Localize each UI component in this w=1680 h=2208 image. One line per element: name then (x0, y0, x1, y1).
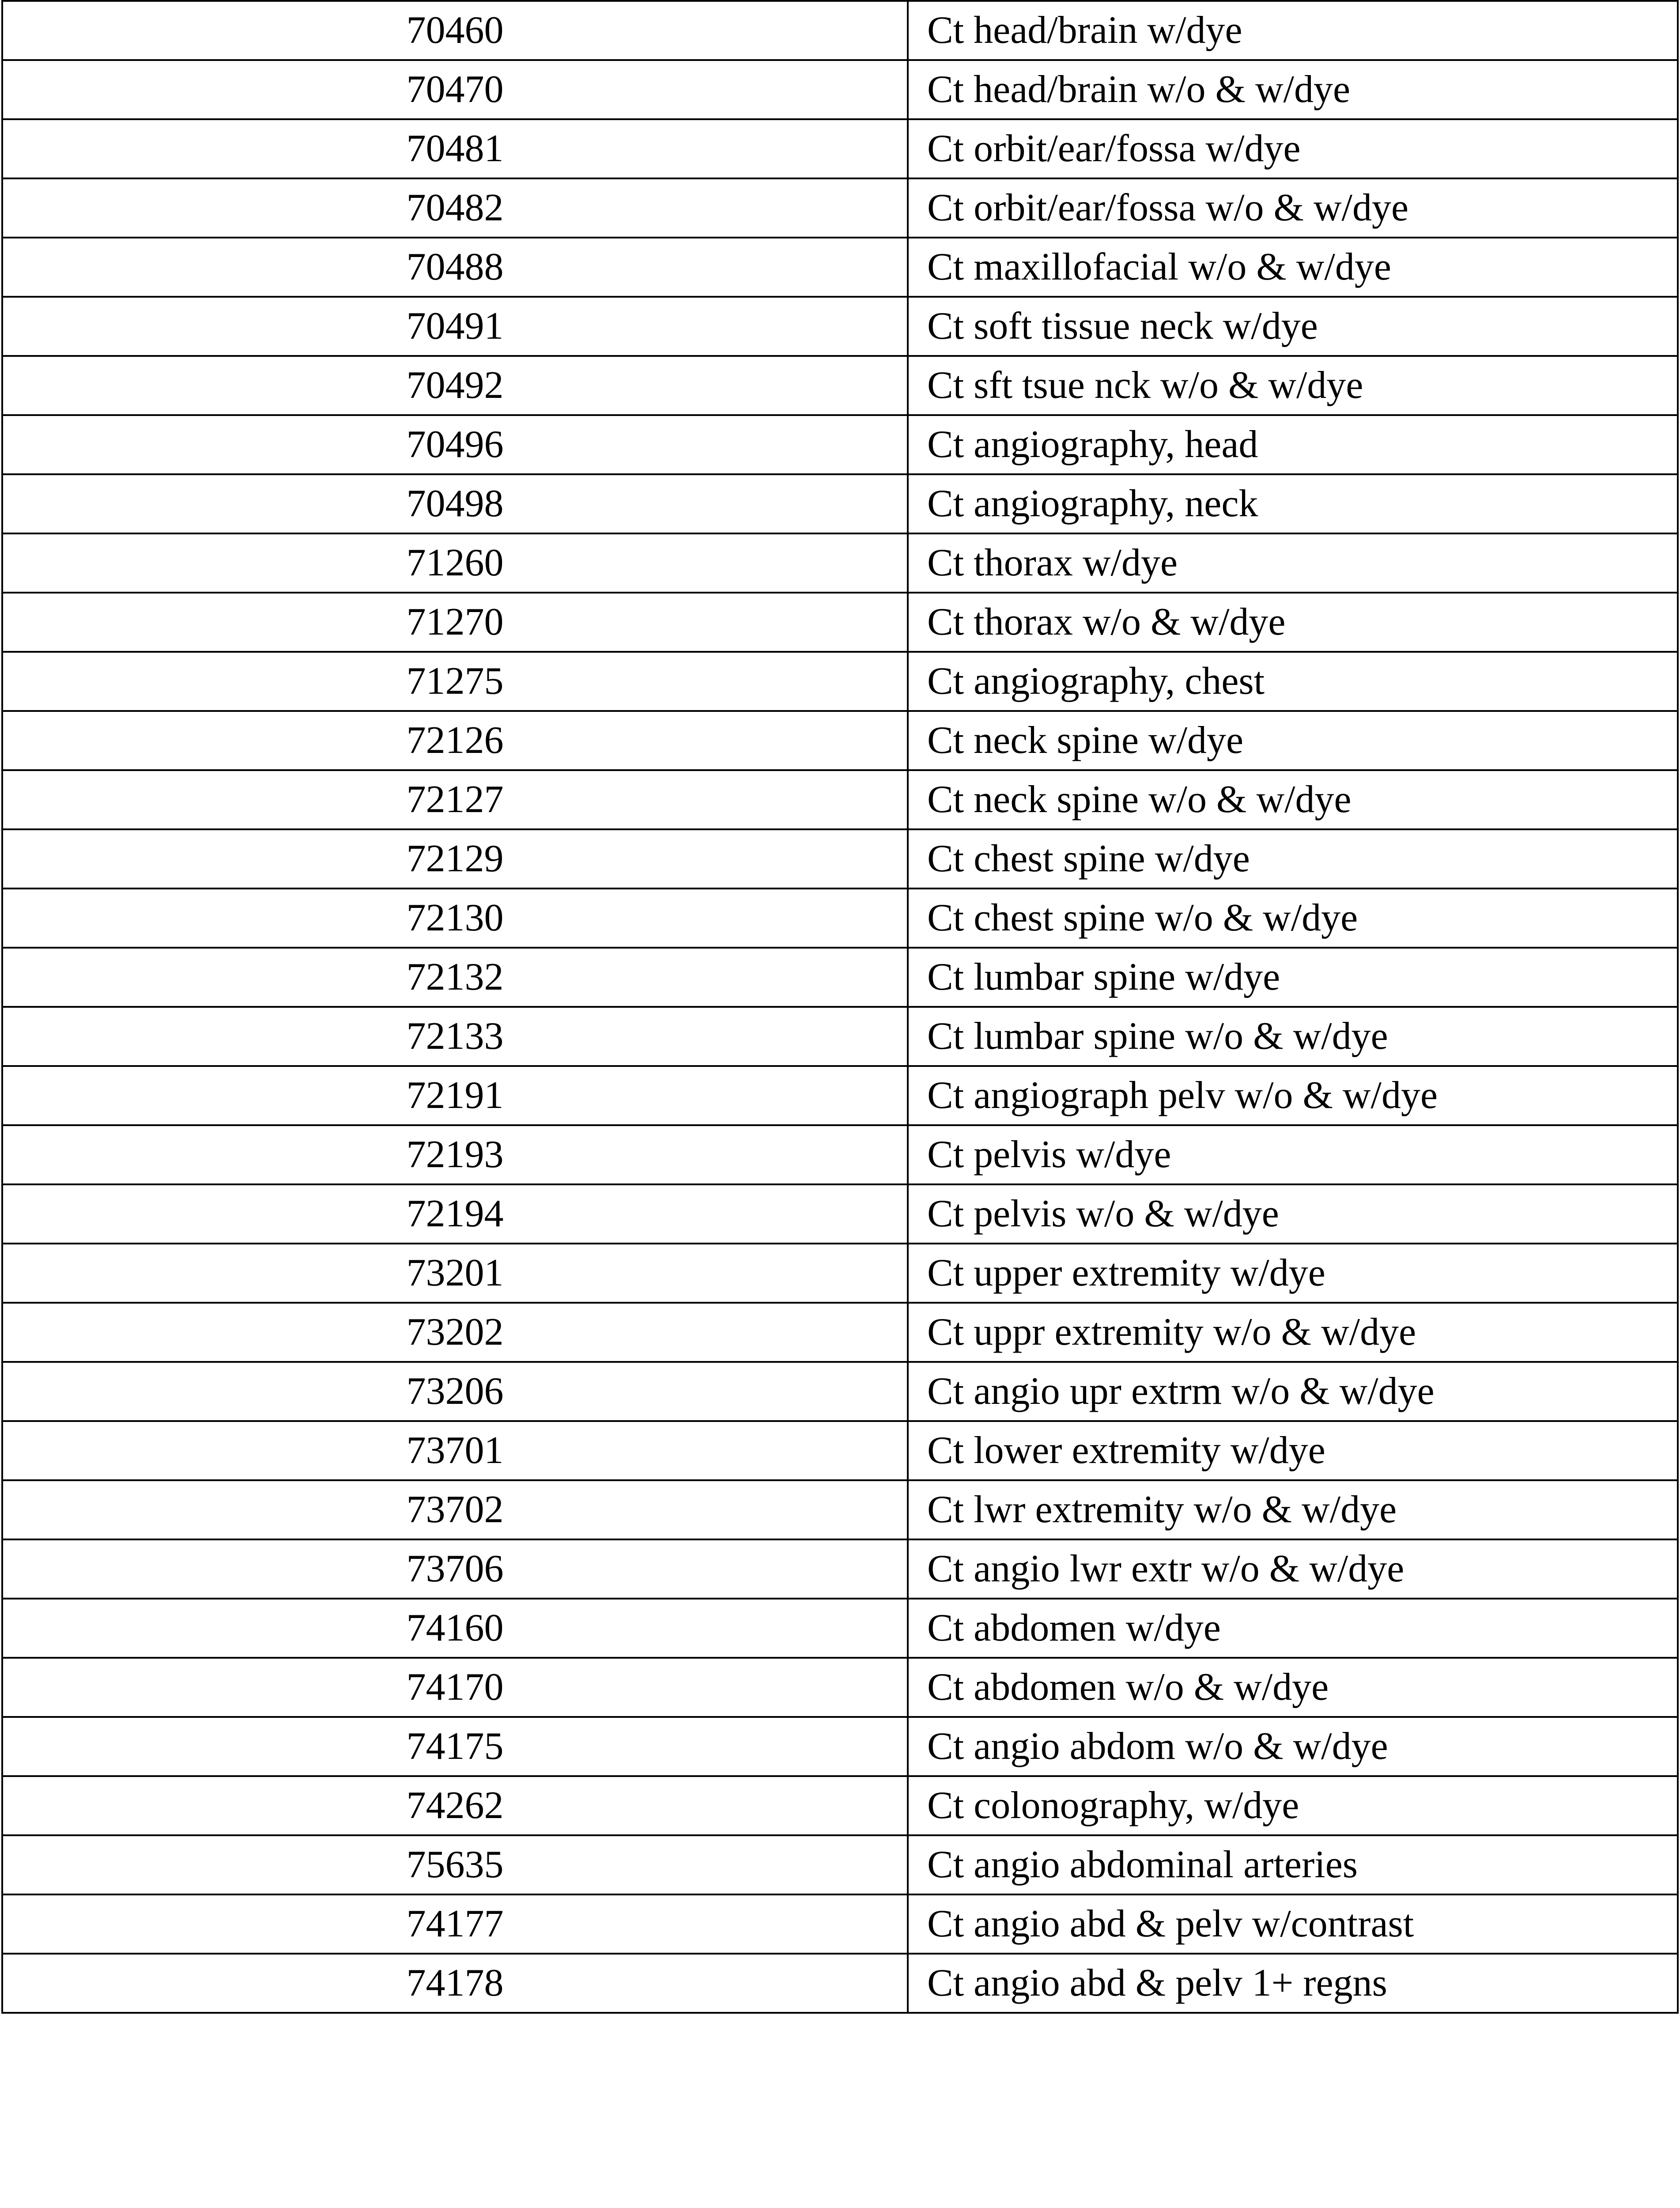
table-row (2, 297, 1678, 356)
procedure-description-cell: Ct soft tissue neck w/dye (908, 297, 1678, 356)
procedure-code-cell: 75635 (2, 1835, 908, 1894)
procedure-code-cell: 70488 (2, 238, 908, 297)
procedure-code-cell: 72133 (2, 1007, 908, 1066)
table-row (2, 178, 1678, 238)
procedure-description-cell: Ct angio upr extrm w/o & w/dye (908, 1362, 1678, 1421)
procedure-code-cell: 74178 (2, 1954, 908, 2013)
table-row (2, 60, 1678, 119)
procedure-code-cell: 73701 (2, 1421, 908, 1480)
procedure-description-cell: Ct colonography, w/dye (908, 1776, 1678, 1835)
table-row (2, 415, 1678, 474)
procedure-description-cell: Ct angiography, neck (908, 474, 1678, 533)
procedure-code-cell: 72193 (2, 1125, 908, 1184)
procedure-code-cell: 74170 (2, 1658, 908, 1717)
procedure-description-cell: Ct maxillofacial w/o & w/dye (908, 238, 1678, 297)
procedure-description-cell: Ct lwr extremity w/o & w/dye (908, 1480, 1678, 1539)
table-row (2, 1717, 1678, 1776)
table-row (2, 1362, 1678, 1421)
table-row (2, 1007, 1678, 1066)
table-row (2, 829, 1678, 888)
procedure-description-cell: Ct lumbar spine w/dye (908, 948, 1678, 1007)
procedure-code-cell: 72132 (2, 948, 908, 1007)
procedure-description-cell: Ct upper extremity w/dye (908, 1244, 1678, 1303)
table-row (2, 652, 1678, 711)
procedure-code-cell: 74177 (2, 1894, 908, 1954)
procedure-code-cell: 70492 (2, 356, 908, 415)
table-row (2, 1835, 1678, 1894)
procedure-code-cell: 74262 (2, 1776, 908, 1835)
table-row (2, 533, 1678, 593)
procedure-code-cell: 72129 (2, 829, 908, 888)
table-row (2, 1776, 1678, 1835)
table-row (2, 1244, 1678, 1303)
procedure-description-cell: Ct thorax w/o & w/dye (908, 593, 1678, 652)
procedure-code-cell: 72130 (2, 888, 908, 948)
procedure-description-cell: Ct angio abd & pelv 1+ regns (908, 1954, 1678, 2013)
procedure-description-cell: Ct sft tsue nck w/o & w/dye (908, 356, 1678, 415)
procedure-code-table-body (2, 1, 1678, 2013)
procedure-description-cell: Ct angiography, chest (908, 652, 1678, 711)
table-row (2, 1066, 1678, 1125)
procedure-description-cell: Ct head/brain w/o & w/dye (908, 60, 1678, 119)
procedure-description-cell: Ct lumbar spine w/o & w/dye (908, 1007, 1678, 1066)
table-row (2, 356, 1678, 415)
procedure-code-cell: 71260 (2, 533, 908, 593)
table-row (2, 119, 1678, 178)
table-row (2, 1, 1678, 60)
procedure-code-table (1, 0, 1679, 2014)
procedure-code-cell: 72191 (2, 1066, 908, 1125)
procedure-description-cell: Ct thorax w/dye (908, 533, 1678, 593)
table-row (2, 1184, 1678, 1244)
procedure-code-cell: 70496 (2, 415, 908, 474)
procedure-description-cell: Ct angiography, head (908, 415, 1678, 474)
table-row (2, 238, 1678, 297)
procedure-code-cell: 70498 (2, 474, 908, 533)
procedure-description-cell: Ct chest spine w/o & w/dye (908, 888, 1678, 948)
procedure-code-cell: 71275 (2, 652, 908, 711)
procedure-code-cell: 73202 (2, 1303, 908, 1362)
table-row (2, 1954, 1678, 2013)
table-row (2, 474, 1678, 533)
table-row (2, 1658, 1678, 1717)
procedure-description-cell: Ct pelvis w/o & w/dye (908, 1184, 1678, 1244)
procedure-description-cell: Ct neck spine w/dye (908, 711, 1678, 770)
procedure-code-cell: 70481 (2, 119, 908, 178)
table-row (2, 1894, 1678, 1954)
procedure-description-cell: Ct lower extremity w/dye (908, 1421, 1678, 1480)
procedure-code-cell: 73702 (2, 1480, 908, 1539)
table-row (2, 948, 1678, 1007)
procedure-description-cell: Ct angio lwr extr w/o & w/dye (908, 1539, 1678, 1599)
procedure-code-cell: 72194 (2, 1184, 908, 1244)
procedure-description-cell: Ct orbit/ear/fossa w/dye (908, 119, 1678, 178)
procedure-description-cell: Ct chest spine w/dye (908, 829, 1678, 888)
procedure-code-cell: 73206 (2, 1362, 908, 1421)
table-row (2, 888, 1678, 948)
table-row (2, 593, 1678, 652)
procedure-description-cell: Ct angio abd & pelv w/contrast (908, 1894, 1678, 1954)
procedure-code-cell: 70482 (2, 178, 908, 238)
procedure-description-cell: Ct head/brain w/dye (908, 1, 1678, 60)
procedure-code-cell: 73201 (2, 1244, 908, 1303)
procedure-description-cell: Ct neck spine w/o & w/dye (908, 770, 1678, 829)
table-row (2, 1421, 1678, 1480)
procedure-code-cell: 70460 (2, 1, 908, 60)
table-row (2, 1539, 1678, 1599)
table-row (2, 1599, 1678, 1658)
procedure-description-cell: Ct angio abdominal arteries (908, 1835, 1678, 1894)
procedure-description-cell: Ct pelvis w/dye (908, 1125, 1678, 1184)
procedure-code-cell: 70491 (2, 297, 908, 356)
procedure-description-cell: Ct abdomen w/o & w/dye (908, 1658, 1678, 1717)
procedure-code-cell: 72126 (2, 711, 908, 770)
procedure-code-cell: 74175 (2, 1717, 908, 1776)
procedure-code-cell: 70470 (2, 60, 908, 119)
procedure-description-cell: Ct abdomen w/dye (908, 1599, 1678, 1658)
table-row (2, 1125, 1678, 1184)
procedure-description-cell: Ct uppr extremity w/o & w/dye (908, 1303, 1678, 1362)
procedure-code-cell: 74160 (2, 1599, 908, 1658)
procedure-description-cell: Ct angiograph pelv w/o & w/dye (908, 1066, 1678, 1125)
table-row (2, 1480, 1678, 1539)
procedure-description-cell: Ct angio abdom w/o & w/dye (908, 1717, 1678, 1776)
procedure-code-cell: 71270 (2, 593, 908, 652)
procedure-code-cell: 73706 (2, 1539, 908, 1599)
table-row (2, 1303, 1678, 1362)
table-row (2, 770, 1678, 829)
table-row (2, 711, 1678, 770)
procedure-description-cell: Ct orbit/ear/fossa w/o & w/dye (908, 178, 1678, 238)
procedure-code-cell: 72127 (2, 770, 908, 829)
